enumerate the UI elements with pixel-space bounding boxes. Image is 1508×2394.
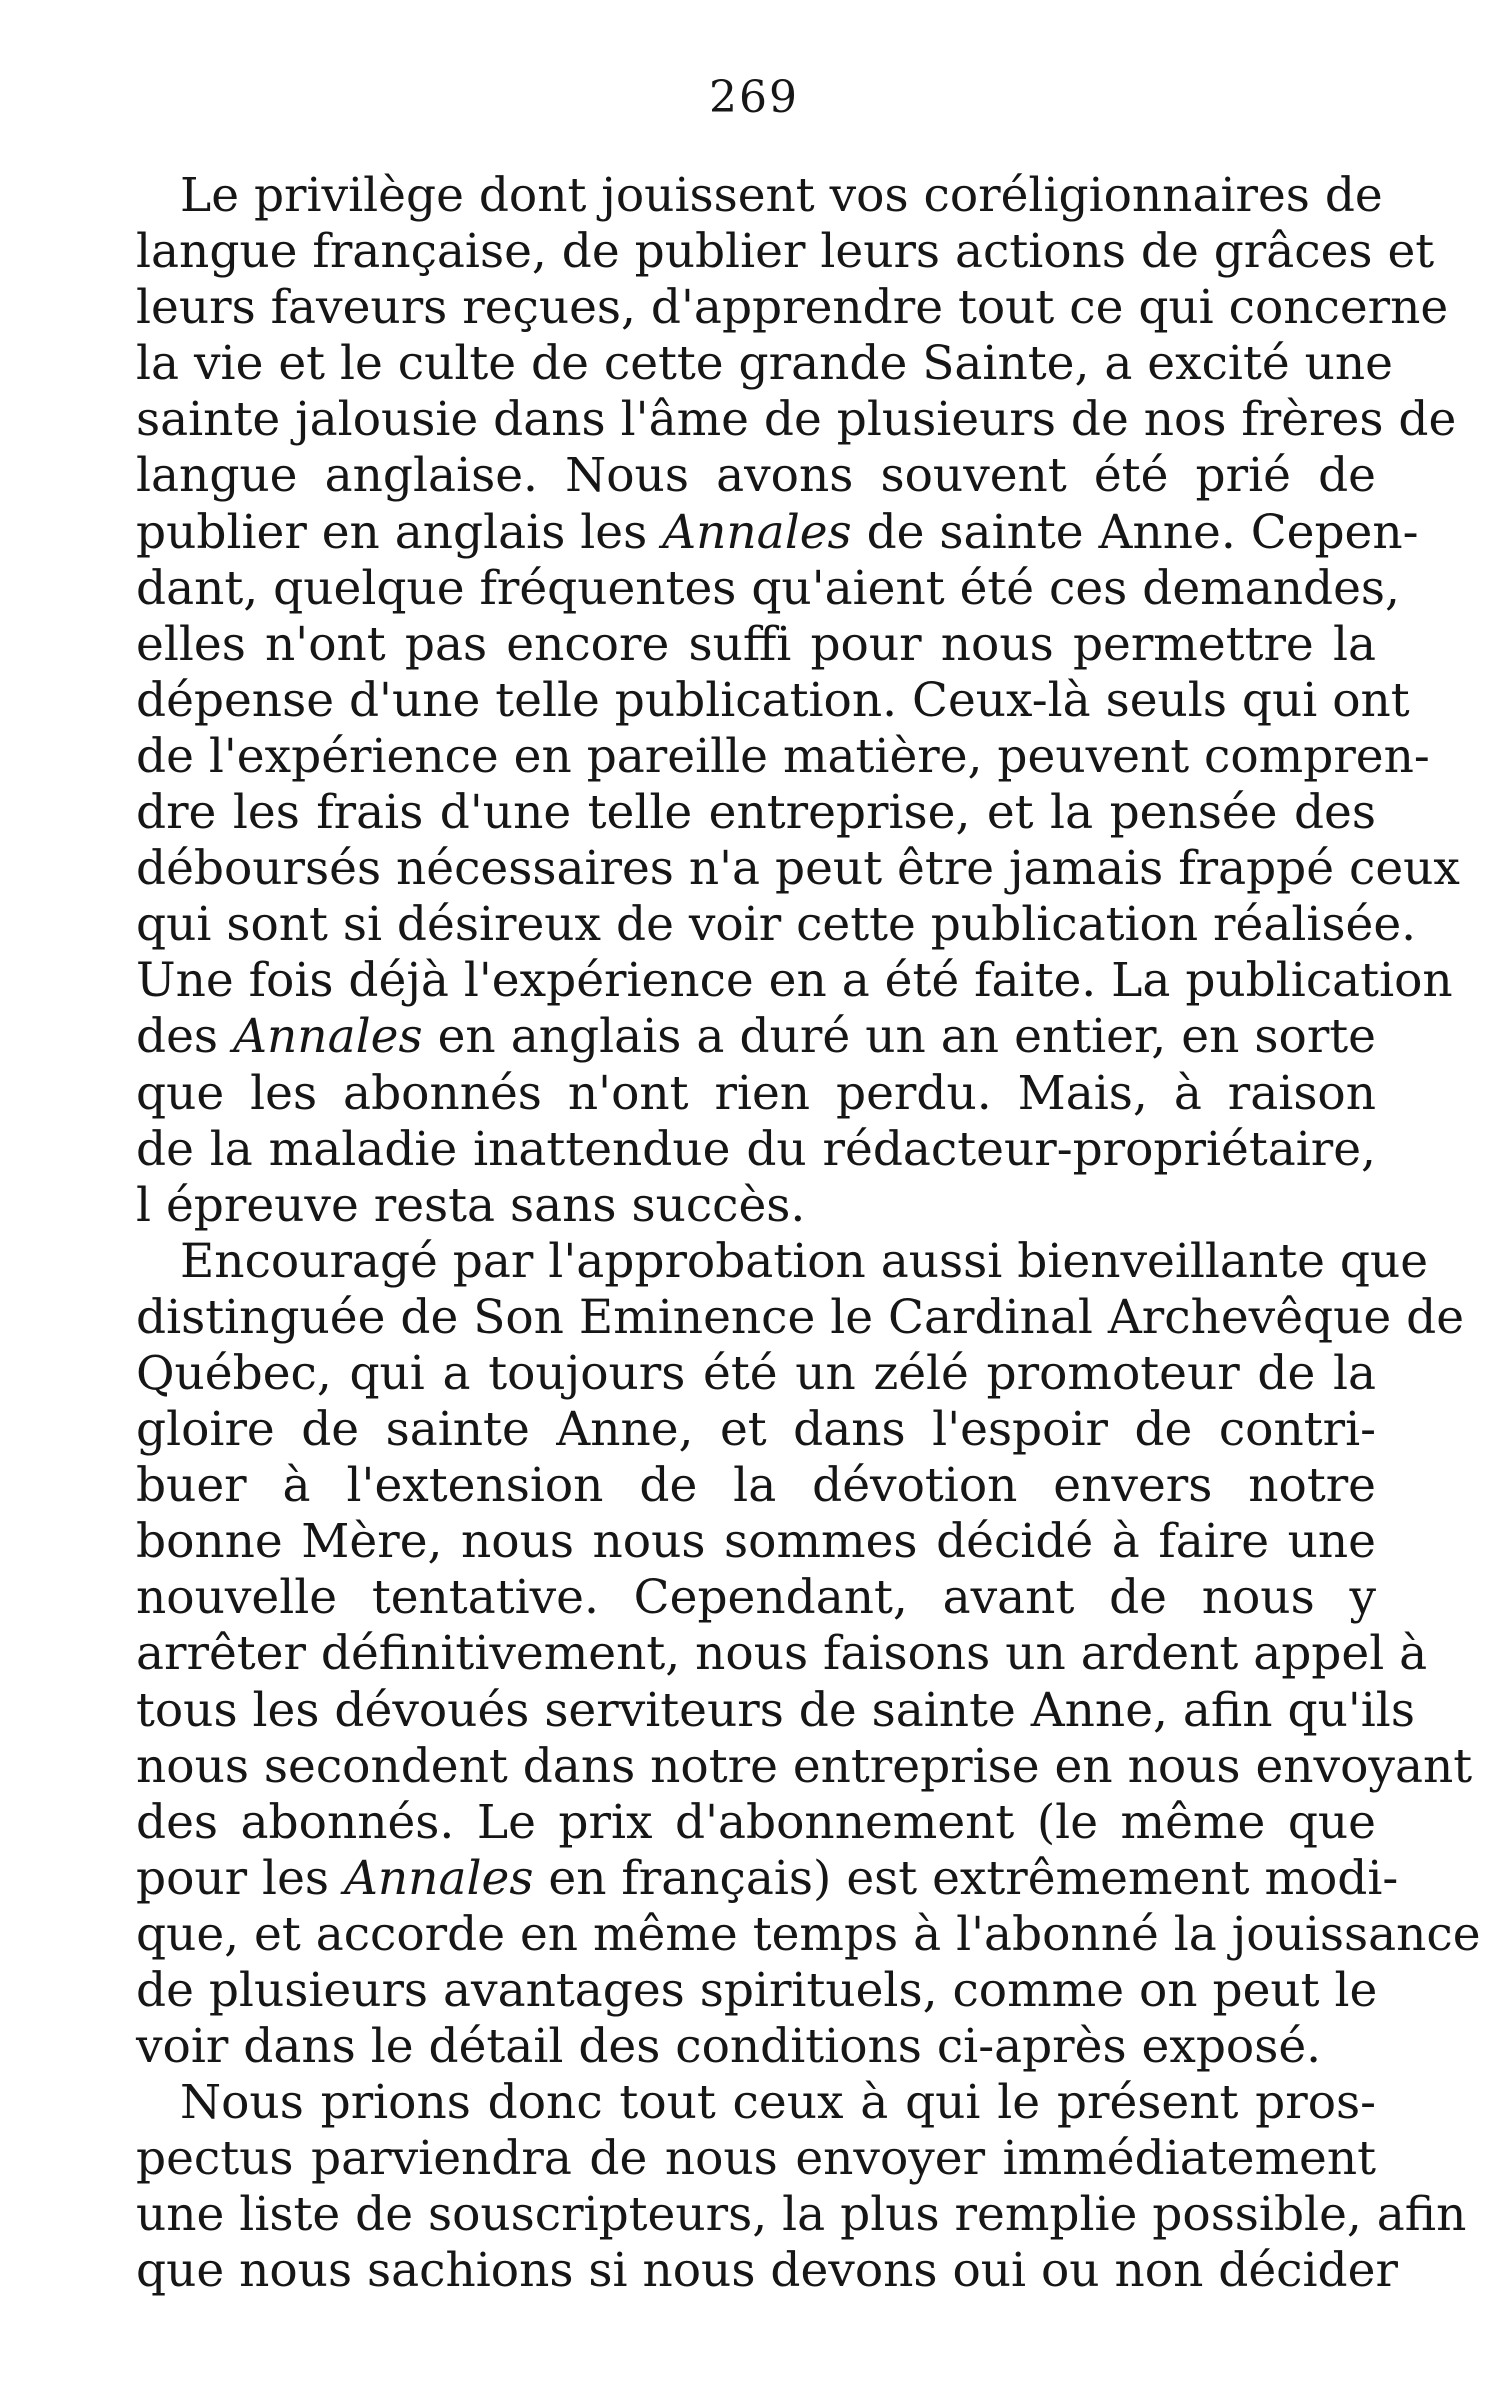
text-line xyxy=(136,1906,1481,1963)
paragraph xyxy=(136,2075,1467,2299)
text-segment: bonne Mère, nous nous sommes décidé à faire une xyxy=(136,1514,1376,1570)
text-line xyxy=(136,1233,1429,1290)
text-segment: la vie et le culte de cette grande Sainte, a excité une xyxy=(136,336,1393,392)
text-segment: que les abonnés n'ont rien perdu. Mais, à raison xyxy=(136,1065,1376,1121)
text-line xyxy=(136,897,1417,953)
text-segment: dépense d'une telle publication. Ceux-là seuls qui ont xyxy=(136,672,1410,728)
text-segment: Encouragé par l'approbation aussi bienveillante que xyxy=(180,1233,1429,1289)
text-line xyxy=(136,280,1449,336)
text-line xyxy=(136,2019,1376,2075)
text-segment: publier en anglais les xyxy=(136,504,663,560)
page-number: 269 xyxy=(709,72,799,123)
text-segment: langue anglaise. Nous avons souvent été prié de xyxy=(136,448,1376,504)
text-line xyxy=(136,672,1410,729)
text-segment: qui sont si désireux de voir cette publication réalisée. xyxy=(136,897,1417,953)
text-segment: gloire de sainte Anne, et dans l'espoir de contri- xyxy=(136,1402,1376,1458)
text-segment: nouvelle tentative. Cependant, avant de nous y xyxy=(136,1570,1376,1626)
text-line xyxy=(136,224,1435,280)
text-segment: arrêter définitivement, nous faisons un ardent appel à xyxy=(136,1626,1428,1682)
italic-title: Annales xyxy=(662,504,852,560)
text-segment: une liste de souscripteurs, la plus remplie possible, afin xyxy=(136,2187,1467,2243)
text-line xyxy=(136,168,1383,224)
text-line xyxy=(136,392,1457,448)
text-segment: buer à l'extension de la dévotion envers notre xyxy=(136,1458,1376,1514)
text-line xyxy=(136,448,1376,504)
text-line xyxy=(136,1514,1376,1570)
text-line xyxy=(136,953,1453,1009)
text-segment: pectus parviendra de nous envoyer immédiatement xyxy=(136,2131,1376,2187)
text-line xyxy=(136,785,1376,841)
text-line xyxy=(136,2131,1376,2187)
text-line xyxy=(136,504,1419,561)
text-line xyxy=(136,1289,1465,1346)
text-line xyxy=(136,1738,1473,1795)
text-line xyxy=(136,1346,1376,1402)
text-line xyxy=(136,617,1376,673)
text-segment: des abonnés. Le prix d'abonnement (le même que xyxy=(136,1794,1376,1850)
text-segment: Nous prions donc tout ceux à qui le présent pros- xyxy=(180,2075,1376,2131)
text-segment: Québec, qui a toujours été un zélé promoteur de la xyxy=(136,1345,1376,1401)
text-line xyxy=(136,1570,1376,1626)
text-line xyxy=(136,1066,1376,1122)
text-segment: voir dans le détail des conditions ci-après exposé. xyxy=(136,2019,1322,2075)
text-segment: dre les frais d'une telle entreprise, et la pensée des xyxy=(136,785,1376,841)
text-segment: que nous sachions si nous devons oui ou non décider xyxy=(136,2243,1398,2299)
text-line xyxy=(136,841,1460,897)
text-segment: elles n'ont pas encore suffi pour nous permettre la xyxy=(136,616,1376,672)
text-line xyxy=(136,1682,1415,1739)
text-line xyxy=(136,1178,1376,1234)
text-segment: tous les dévoués serviteurs de sainte Anne, afin qu'ils xyxy=(136,1682,1415,1738)
text-line xyxy=(136,1458,1376,1514)
text-segment: distinguée de Son Eminence le Cardinal Archevêque de xyxy=(136,1289,1465,1345)
text-line xyxy=(136,2075,1376,2131)
text-line xyxy=(136,1850,1399,1907)
text-line xyxy=(136,2187,1467,2243)
text-line xyxy=(136,1795,1376,1851)
text-segment: pour les xyxy=(136,1850,344,1906)
text-segment: nous secondent dans notre entreprise en nous envoyant xyxy=(136,1738,1473,1794)
text-line xyxy=(136,1122,1376,1178)
text-segment: que, et accorde en même temps à l'abonné la jouissance xyxy=(136,1906,1481,1962)
text-segment: de la maladie inattendue du rédacteur-propriétaire, xyxy=(136,1121,1376,1177)
paragraph xyxy=(136,168,1460,1234)
text-line xyxy=(136,560,1400,617)
paragraph xyxy=(136,1233,1481,2075)
italic-title: Annales xyxy=(343,1850,534,1906)
text-line xyxy=(136,1963,1376,2019)
text-segment: déboursés nécessaires n'a peut être jamais frappé ceux xyxy=(136,841,1460,897)
text-segment: en français) est extrêmement modi- xyxy=(533,1850,1399,1906)
text-segment: Le privilège dont jouissent vos coréligionnaires de xyxy=(180,168,1383,223)
body-text xyxy=(136,168,1481,2300)
text-line xyxy=(136,336,1393,392)
text-segment: en anglais a duré un an entier, en sorte xyxy=(422,1009,1376,1065)
text-segment: de plusieurs avantages spirituels, comme on peut le xyxy=(136,1963,1378,2018)
text-line xyxy=(136,2243,1398,2299)
text-segment: sainte jalousie dans l'âme de plusieurs de nos frères de xyxy=(136,392,1457,448)
text-segment: de l'expérience en pareille matière, peuvent compren- xyxy=(136,728,1430,784)
text-line xyxy=(136,1626,1428,1682)
text-segment: l épreuve resta sans succès. xyxy=(136,1177,806,1233)
text-segment: des xyxy=(136,1009,234,1065)
text-segment: dant, quelque fréquentes qu'aient été ces demandes, xyxy=(136,560,1400,616)
text-line xyxy=(136,1009,1376,1065)
text-line xyxy=(136,1402,1376,1458)
text-line xyxy=(136,728,1430,785)
text-segment: Une fois déjà l'expérience en a été faite. La publication xyxy=(136,953,1453,1009)
text-segment: leurs faveurs reçues, d'apprendre tout ce qui concerne xyxy=(136,280,1449,336)
text-segment: langue française, de publier leurs actions de grâces et xyxy=(136,224,1435,280)
italic-title: Annales xyxy=(233,1009,423,1065)
text-segment: de sainte Anne. Cepen- xyxy=(851,504,1419,560)
